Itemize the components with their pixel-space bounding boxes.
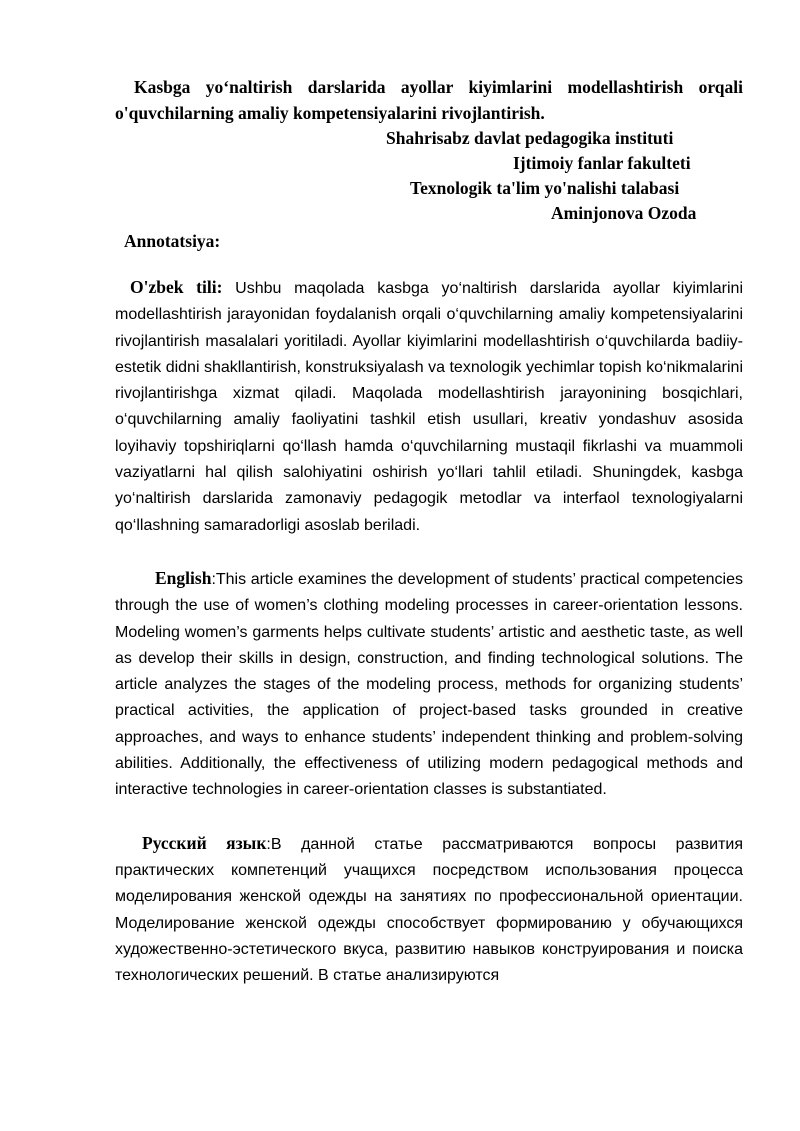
- abstract-russian-text: :В данной статье рассматриваются вопросы развития практических компетенций учащихся посредством использования процесса моделирования женской одежды на занятиях по профессиональной ориентации. Моделирование женской одежды способствует формированию у обучающихся художественно-эстетического вкуса, развитию навыков конструирования и поиска технологических решений. В статье анализируются: [115, 835, 743, 985]
- program-name: Texnologik ta'lim yo'nalishi talabasi: [410, 178, 680, 198]
- abstract-english-text: :This article examines the development of students’ practical competencies through the use of women’s clothing modeling processes in career-orientation lessons. Modeling women’s garments helps cultivate students’ artistic and aesthetic taste, as well as develop their skills in design, construction, and finding technological solutions. The article analyzes the stages of the modeling process, methods for organizing students’ practical activities, the application of project-based tasks grounded in creative approaches, and ways to enhance students’ independent thinking and problem-solving abilities. Additionally, the effectiveness of utilizing modern pedagogical methods and interactive technologies in career-orientation classes is substantiated.: [115, 570, 743, 799]
- abstract-uzbek: [115, 274, 743, 539]
- abstract-russian: [115, 830, 743, 990]
- annotation-heading: Annotatsiya:: [124, 231, 221, 251]
- program-line: [115, 176, 743, 201]
- abstract-english: [115, 565, 743, 804]
- faculty-name: Ijtimoiy fanlar fakulteti: [513, 153, 691, 173]
- abstract-russian-label: Русский язык: [142, 832, 267, 853]
- abstract-uzbek-label: O'zbek tili:: [130, 277, 223, 297]
- abstract-uzbek-text: Ushbu maqolada kasbga yo‘naltirish darslarida ayollar kiyimlarini modellashtirish jarayonidan foydalanish orqali o‘quvchilarning amaliy kompetensiyalarini rivojlantirish masalalari yoritiladi. Ayollar kiyimlarini modellashtirish o‘quvchilarda badiiy-estetik didni shakllantirish, konstruksiyalash va texnologik yechimlar topish ko‘nikmalarini rivojlantirishga xizmat qiladi. Maqolada modellashtirish jarayonining bosqichlari, o‘quvchilarning amaliy faoliyatini tashkil etish usullari, kreativ yondashuv asosida loyihaviy topshiriqlarni qo‘llash hamda o‘quvchilarning mustaqil fikrlashi va muammoli vaziyatlarni hal qilish salohiyatini oshirish yo‘llari tahlil etiladi. Shuningdek, kasbga yo‘naltirish darslarida zamonaviy pedagogik metodlar va interfaol texnologiyalarni qo‘llashning samaradorligi asoslab beriladi.: [115, 280, 744, 534]
- author-line: [115, 201, 743, 226]
- institution-line: [115, 126, 743, 151]
- abstract-english-label: English: [155, 567, 212, 588]
- faculty-line: [115, 151, 743, 176]
- document-content: [115, 74, 743, 989]
- author-name: Aminjonova Ozoda: [551, 203, 697, 223]
- institution-name: Shahrisabz davlat pedagogika instituti: [386, 128, 674, 148]
- article-title: Kasbga yo‘naltirish darslarida ayollar kiyimlarini modellashtirish orqali o'quvchilarning amaliy kompetensiyalarini rivojlantirish.: [115, 77, 743, 123]
